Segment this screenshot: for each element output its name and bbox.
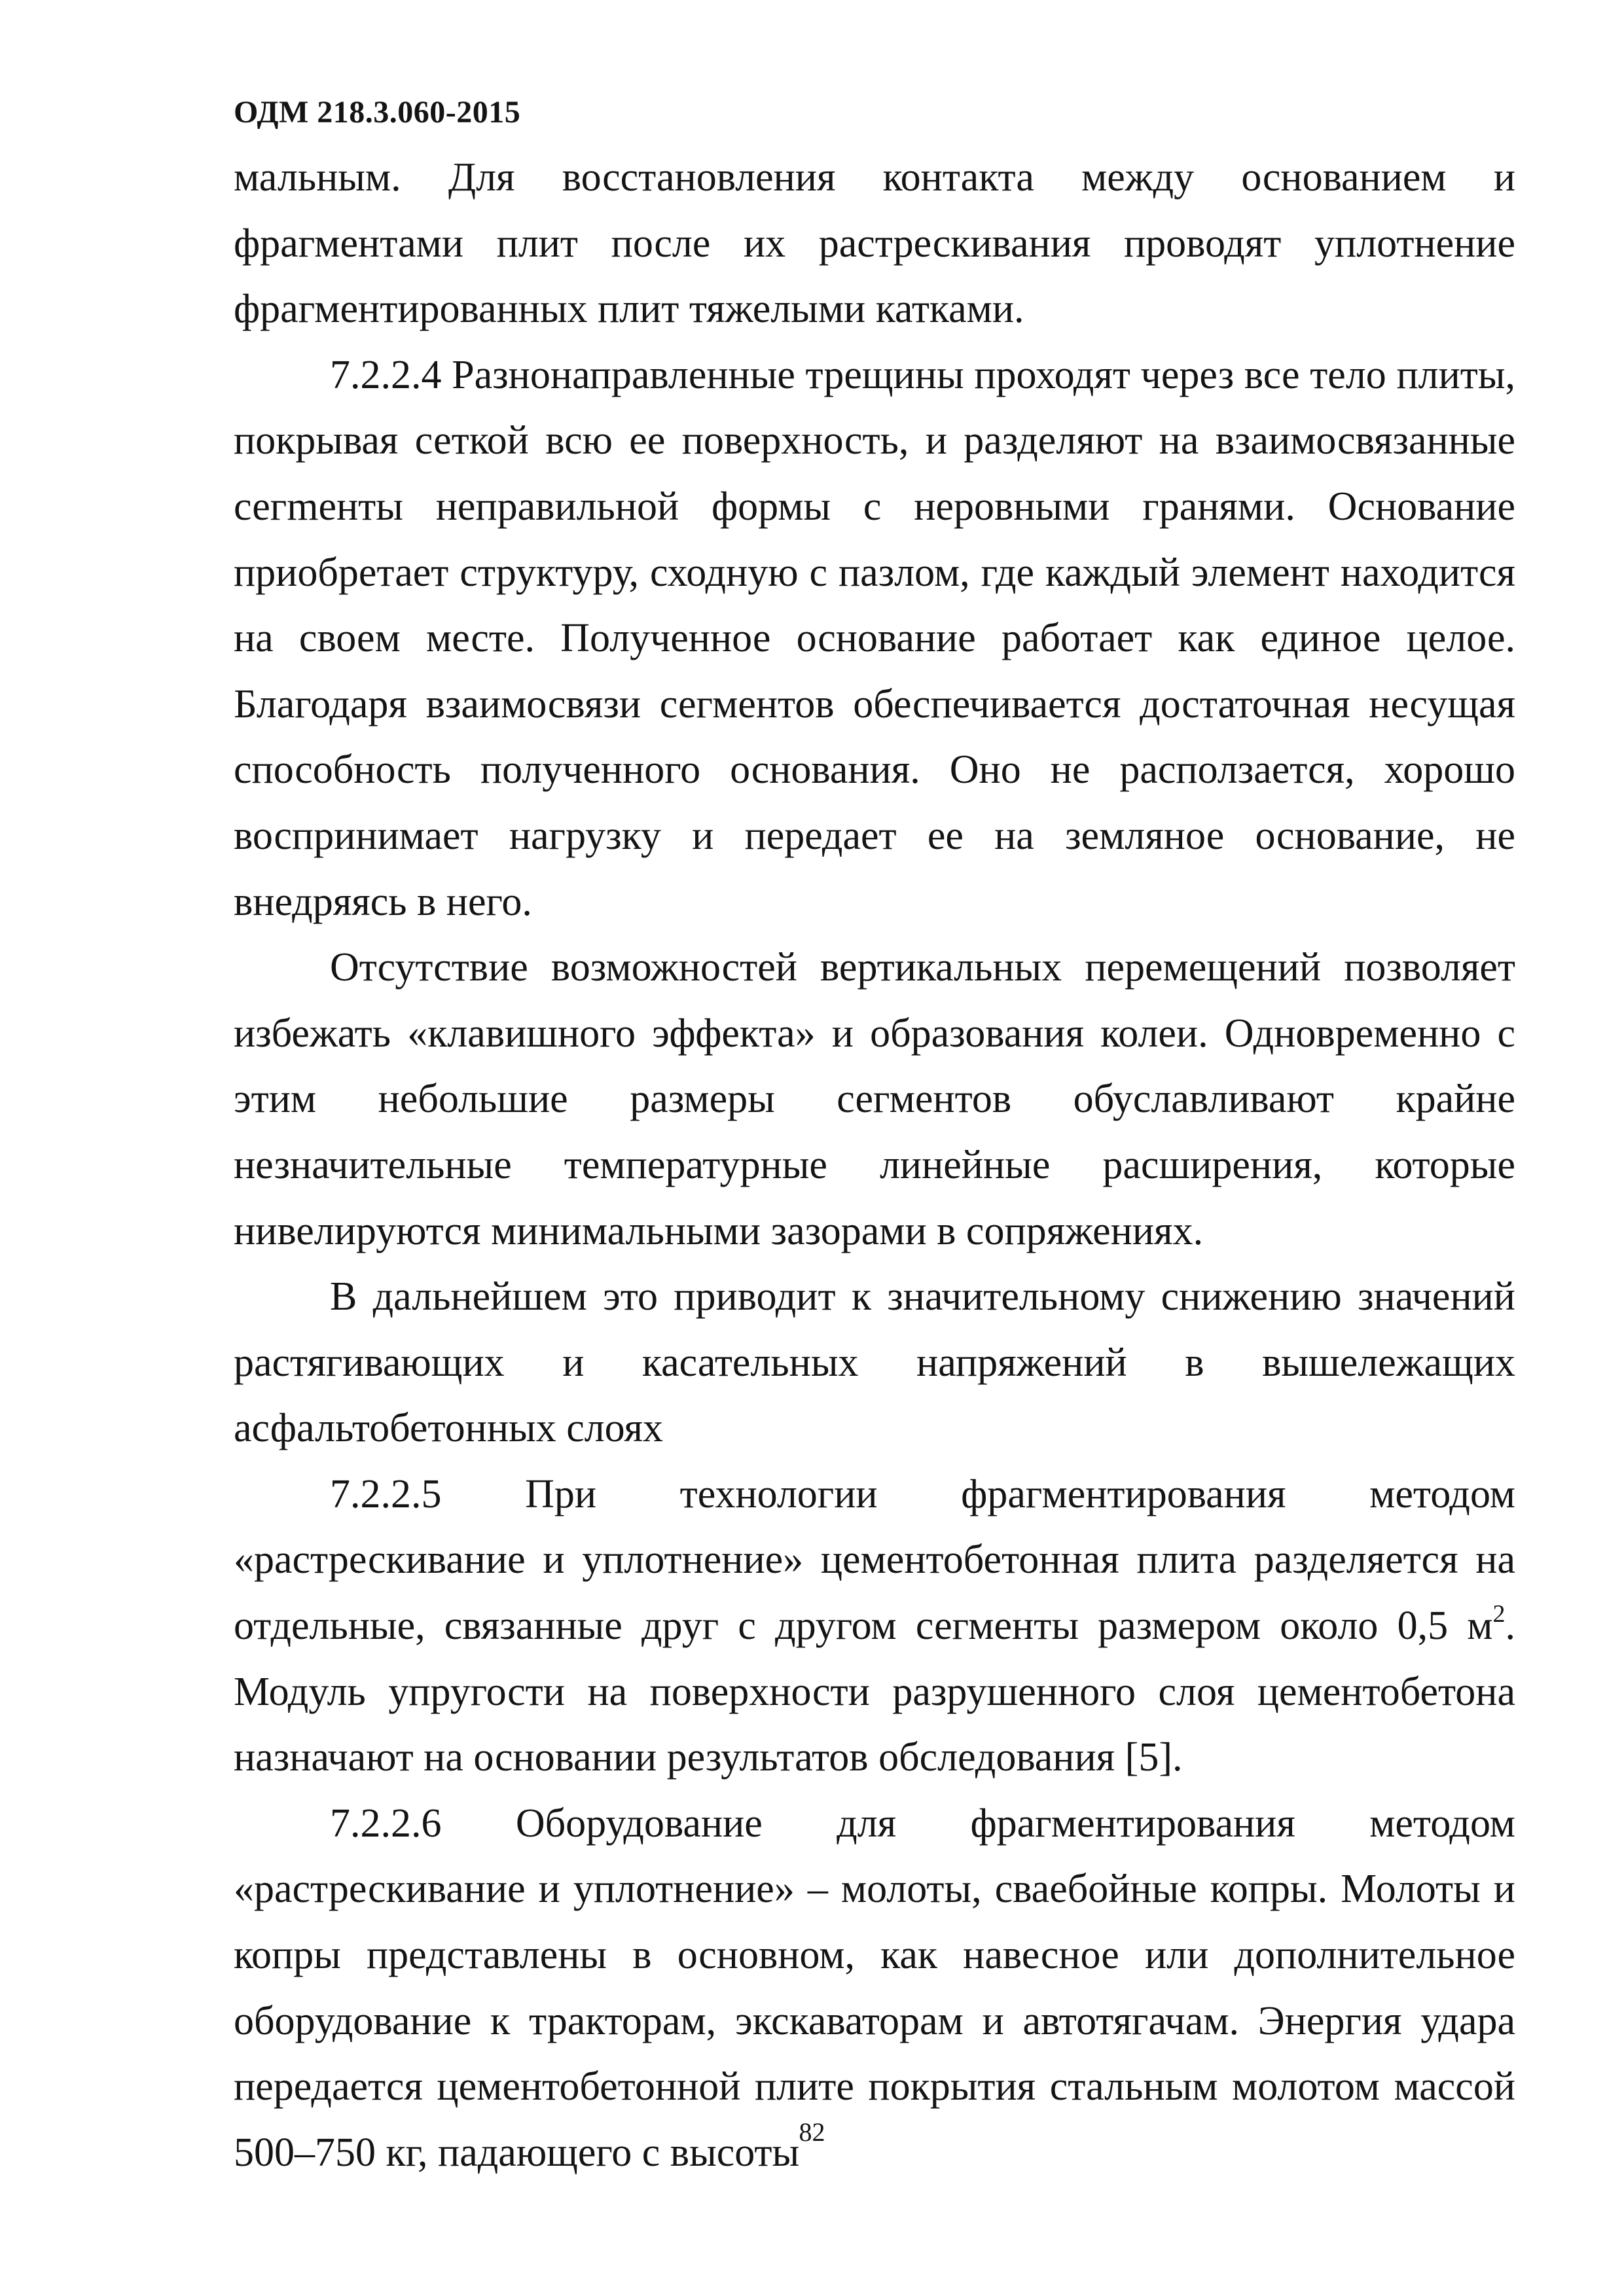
paragraph-continuation: мальным. Для восстановления контакта между основанием и фрагментами плит после их растрескивания проводят уплотнение фрагментированных плит тяжелыми катками.: [234, 155, 1515, 332]
paragraph-7-2-2-5-text-b: . Модуль упругости на поверхности разрушенного слоя цементобетона назначают на основании результатов обследования [5].: [234, 1604, 1515, 1780]
document-body: [234, 145, 1515, 2185]
square-superscript: 2: [1492, 1600, 1506, 1628]
paragraph-stress-reduction: В дальнейшем это приводит к значительному снижению значений растягивающих и касательных напряжений в вышележащих асфальтобетонных слоях: [234, 1274, 1515, 1451]
paragraph-vertical-movement: Отсутствие возможностей вертикальных перемещений позволяет избежать «клавишного эффекта» и образования колеи. Одновременно с этим небольшие размеры сегментов обуславливают крайне незначительные температурные линейные расширения, которые нивелируются минимальными зазорами в сопряжениях.: [234, 945, 1515, 1253]
paragraph-7-2-2-6: 7.2.2.6 Оборудование для фрагментирования методом «растрескивание и уплотнение» – молоты, сваебойные копры. Молоты и копры представлены в основном, как навесное или дополнительное оборудование к тракторам, экскаваторам и автотягачам. Энергия удара передается цементобетонной плите покрытия стальным молотом массой 500–750 кг, падающего с высоты: [234, 1801, 1515, 2175]
paragraph-7-2-2-4: 7.2.2.4 Разнонаправленные трещины проходят через все тело плиты, покрывая сеткой всю ее поверхность, и разделяют на взаимосвязанные сегmенты неправильной формы с неровными гранями. Основание приобретает структуру, сходную с пазлом, где каждый элемент находится на своем месте. Полученное основание работает как единое целое. Благодаря взаимосвязи сегментов обеспечивается достаточная несущая способность полученного основания. Оно не расползается, хорошо воспринимает нагрузку и передает ее на земляное основание, не внедряясь в него.: [234, 352, 1515, 924]
page-number: 82: [799, 2117, 825, 2147]
document-code-header: ОДМ 218.3.060-2015: [234, 95, 521, 130]
paragraph-7-2-2-5-text-a: 7.2.2.5 При технологии фрагментирования методом «растрескивание и уплотнение» цементобетонная плита разделяется на отдельные, связанные друг с другом сегменты размером около 0,5 м: [234, 1471, 1515, 1649]
paragraph-7-2-2-5: [234, 1462, 1515, 1791]
